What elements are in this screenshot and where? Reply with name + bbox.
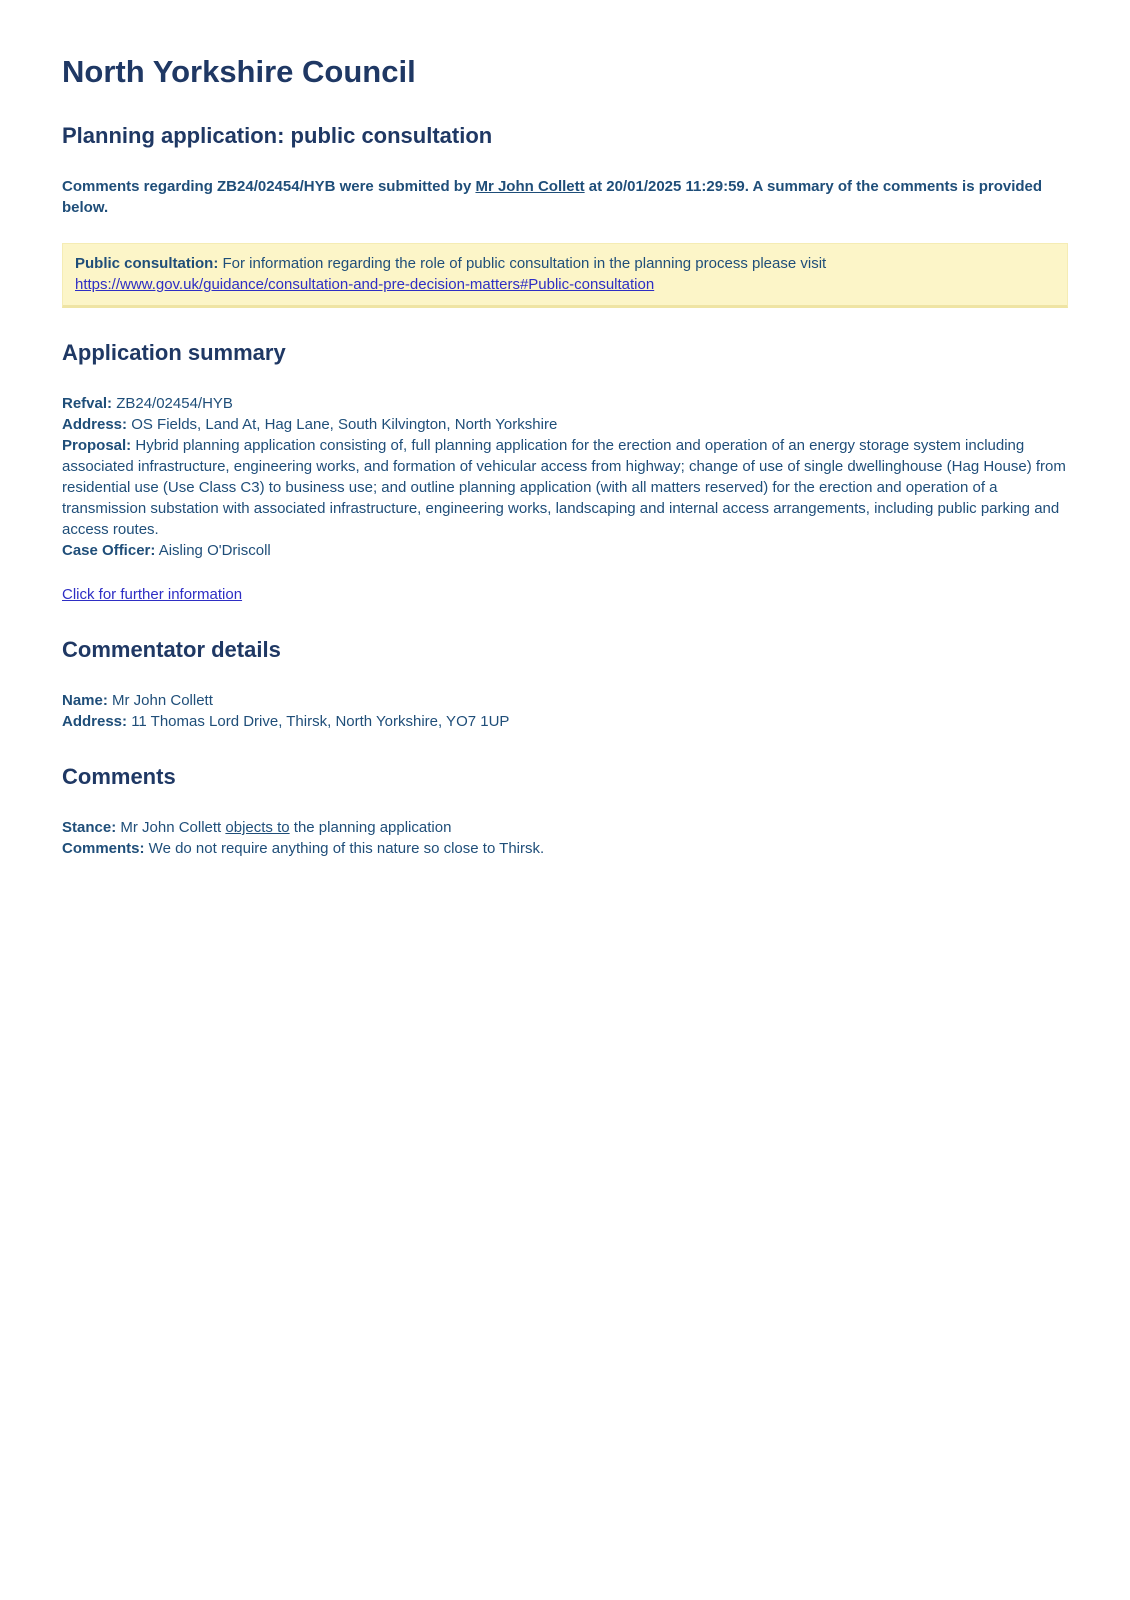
stance-row [62, 817, 1068, 838]
comments-heading: Comments [62, 764, 176, 789]
stance-text-before: Mr John Collett [116, 819, 226, 836]
stance-text-after: the planning application [289, 819, 452, 836]
refval-label: Refval: [62, 395, 113, 412]
notice-text: For information regarding the role of public consultation in the planning process please visit [218, 255, 827, 272]
commentator-address-row [62, 711, 1068, 732]
submission-text-after: at 20/01/2025 11:29:59. A summary of the comments is provided below. [62, 178, 1043, 216]
commentator-details-fields [62, 690, 1068, 732]
proposal-label: Proposal: [62, 437, 132, 454]
further-information-link[interactable]: Click for further information [62, 586, 243, 603]
stance-label: Stance: [62, 819, 117, 836]
comments-value: We do not require anything of this nature so close to Thirsk. [144, 840, 545, 857]
commentator-address-label: Address: [62, 713, 128, 730]
page-title: North Yorkshire Council [62, 54, 416, 89]
page-subtitle: Planning application: public consultation [62, 123, 493, 148]
stance-objects-to-emphasis: objects to [225, 819, 290, 836]
commentator-name-label: Name: [62, 692, 108, 709]
comments-fields [62, 817, 1068, 859]
case-officer-value: Aisling O'Driscoll [155, 542, 271, 559]
commentator-address-value: 11 Thomas Lord Drive, Thirsk, North Yorkshire, YO7 1UP [127, 713, 510, 730]
commentator-name-value: Mr John Collett [107, 692, 213, 709]
notice-label: Public consultation: [75, 255, 219, 272]
submission-summary-paragraph [62, 176, 1068, 218]
commentator-details-heading: Commentator details [62, 637, 281, 662]
application-summary-fields [62, 393, 1068, 561]
application-address-row [62, 414, 1068, 435]
application-address-label: Address: [62, 416, 128, 433]
gov-uk-consultation-link[interactable]: https://www.gov.uk/guidance/consultation-and-pre-decision-matters#Public-consultation [75, 276, 655, 293]
refval-value: ZB24/02454/HYB [112, 395, 233, 412]
application-summary-heading: Application summary [62, 340, 286, 365]
commentator-name-row [62, 690, 1068, 711]
comments-row [62, 838, 1068, 859]
case-officer-label: Case Officer: [62, 542, 156, 559]
application-address-value: OS Fields, Land At, Hag Lane, South Kilvington, North Yorkshire [127, 416, 558, 433]
comments-label: Comments: [62, 840, 145, 857]
refval-row [62, 393, 1068, 414]
case-officer-row [62, 540, 1068, 561]
proposal-value: Hybrid planning application consisting of, full planning application for the erection and operation of an energy storage system including associated infrastructure, engineering works, and formation of vehicular access from highway; change of use of single dwellinghouse (Hag House) from residential use (Use Class C3) to business use; and outline planning application (with all matters reserved) for the erection and operation of a transmission substation with associated infrastructure, engineering works, landscaping and internal access arrangements, including public parking and access routes. [62, 437, 1066, 538]
public-consultation-notice [62, 243, 1068, 308]
submission-text-before: Comments regarding ZB24/02454/HYB were submitted by [62, 178, 476, 195]
commentator-name-link[interactable]: Mr John Collett [475, 178, 585, 195]
proposal-row [62, 435, 1068, 540]
